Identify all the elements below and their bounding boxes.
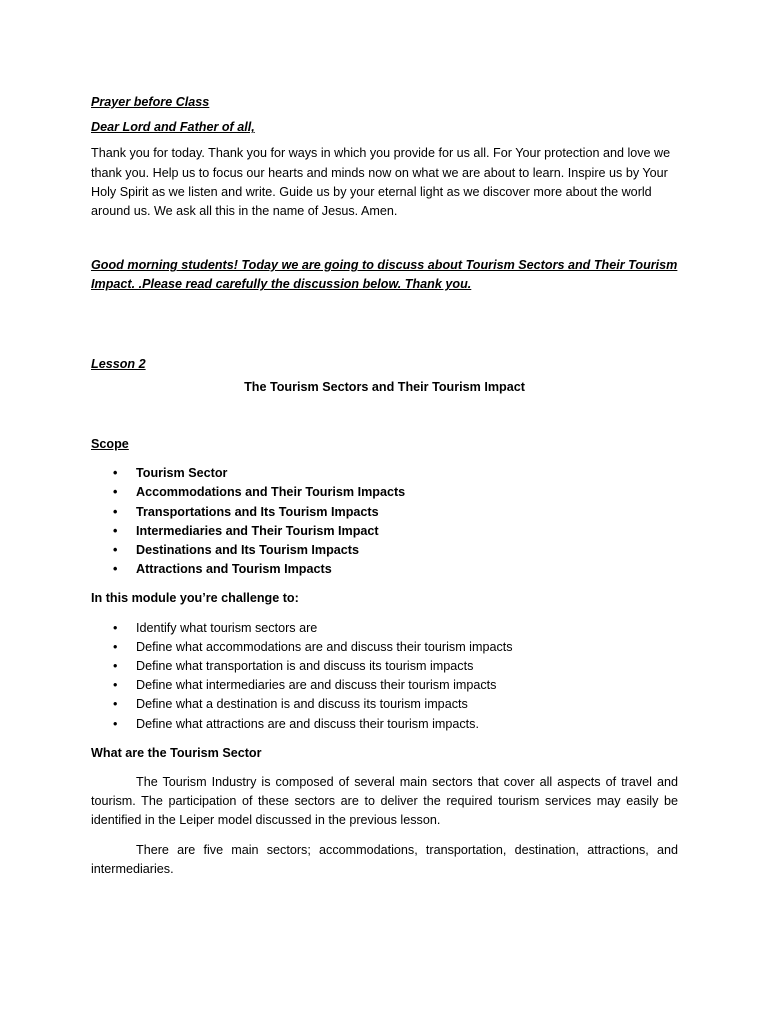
list-item-text: Define what attractions are and discuss their tourism impacts. (136, 716, 479, 731)
list-item-text: Accommodations and Their Tourism Impacts (136, 485, 406, 500)
bullet-icon: • (113, 659, 118, 674)
list-item (91, 638, 678, 657)
prayer-body: Thank you for today. Thank you for ways in which you provide for us all. For Your protection and love we thank you. Help us to focus our hearts and minds now on what we are about to learn. Inspire us by Your Holy Spirit as we listen and write. Guide us by your eternal light as we discover more about the world around us. We ask all this in the name of Jesus. Amen. (91, 146, 671, 219)
document-page (91, 93, 678, 889)
challenge-heading: In this module you’re challenge to: (91, 591, 299, 606)
list-item (91, 695, 678, 714)
prayer-salutation: Dear Lord and Father of all, (91, 120, 255, 135)
bullet-icon: • (113, 620, 118, 635)
list-item-text: Define what a destination is and discuss its tourism impacts (136, 697, 468, 712)
list-item-text: Identify what tourism sectors are (136, 620, 318, 635)
prayer-title: Prayer before Class (91, 95, 210, 109)
list-item-text: Define what intermediaries are and discuss their tourism impacts (136, 678, 497, 693)
list-item (91, 464, 678, 483)
list-item-text: Define what accommodations are and discuss their tourism impacts (136, 639, 513, 654)
bullet-icon: • (113, 504, 118, 519)
sector-heading: What are the Tourism Sector (91, 745, 262, 760)
bullet-icon: • (113, 697, 118, 712)
list-item (91, 522, 678, 541)
scope-list (91, 464, 678, 579)
bullet-icon: • (113, 523, 118, 538)
bullet-icon: • (113, 485, 118, 500)
list-item (91, 503, 678, 522)
bullet-icon: • (113, 678, 118, 693)
list-item-text: Destinations and Its Tourism Impacts (136, 543, 359, 558)
list-item-text: Intermediaries and Their Tourism Impact (136, 523, 379, 538)
list-item-text: Attractions and Tourism Impacts (136, 562, 332, 577)
list-item (91, 541, 678, 560)
bullet-icon: • (113, 639, 118, 654)
list-item-text: Tourism Sector (136, 466, 228, 481)
bullet-icon: • (113, 562, 118, 577)
sector-paragraph-1: The Tourism Industry is composed of several main sectors that cover all aspects of travel and tourism. The participation of these sectors are to deliver the required tourism services may easily be identified in the Leiper model discussed in the previous lesson. (91, 775, 678, 828)
list-item (91, 619, 678, 638)
list-item-text: Transportations and Its Tourism Impacts (136, 504, 379, 519)
scope-heading: Scope (91, 437, 129, 452)
list-item (91, 715, 678, 734)
lesson-label: Lesson 2 (91, 356, 146, 371)
bullet-icon: • (113, 466, 118, 481)
bullet-icon: • (113, 543, 118, 558)
list-item (91, 560, 678, 579)
list-item-text: Define what transportation is and discuss its tourism impacts (136, 659, 474, 674)
list-item (91, 676, 678, 695)
bullet-icon: • (113, 716, 118, 731)
greeting-paragraph: Good morning students! Today we are going to discuss about Tourism Sectors and Their Tourism Impact. .Please read carefully the discussion below. Thank you. (91, 258, 678, 292)
lesson-title: The Tourism Sectors and Their Tourism Impact (244, 379, 525, 394)
list-item (91, 483, 678, 502)
list-item (91, 657, 678, 676)
sector-paragraph-2: There are five main sectors; accommodations, transportation, destination, attractions, and intermediaries. (91, 842, 678, 876)
objectives-list (91, 619, 678, 734)
